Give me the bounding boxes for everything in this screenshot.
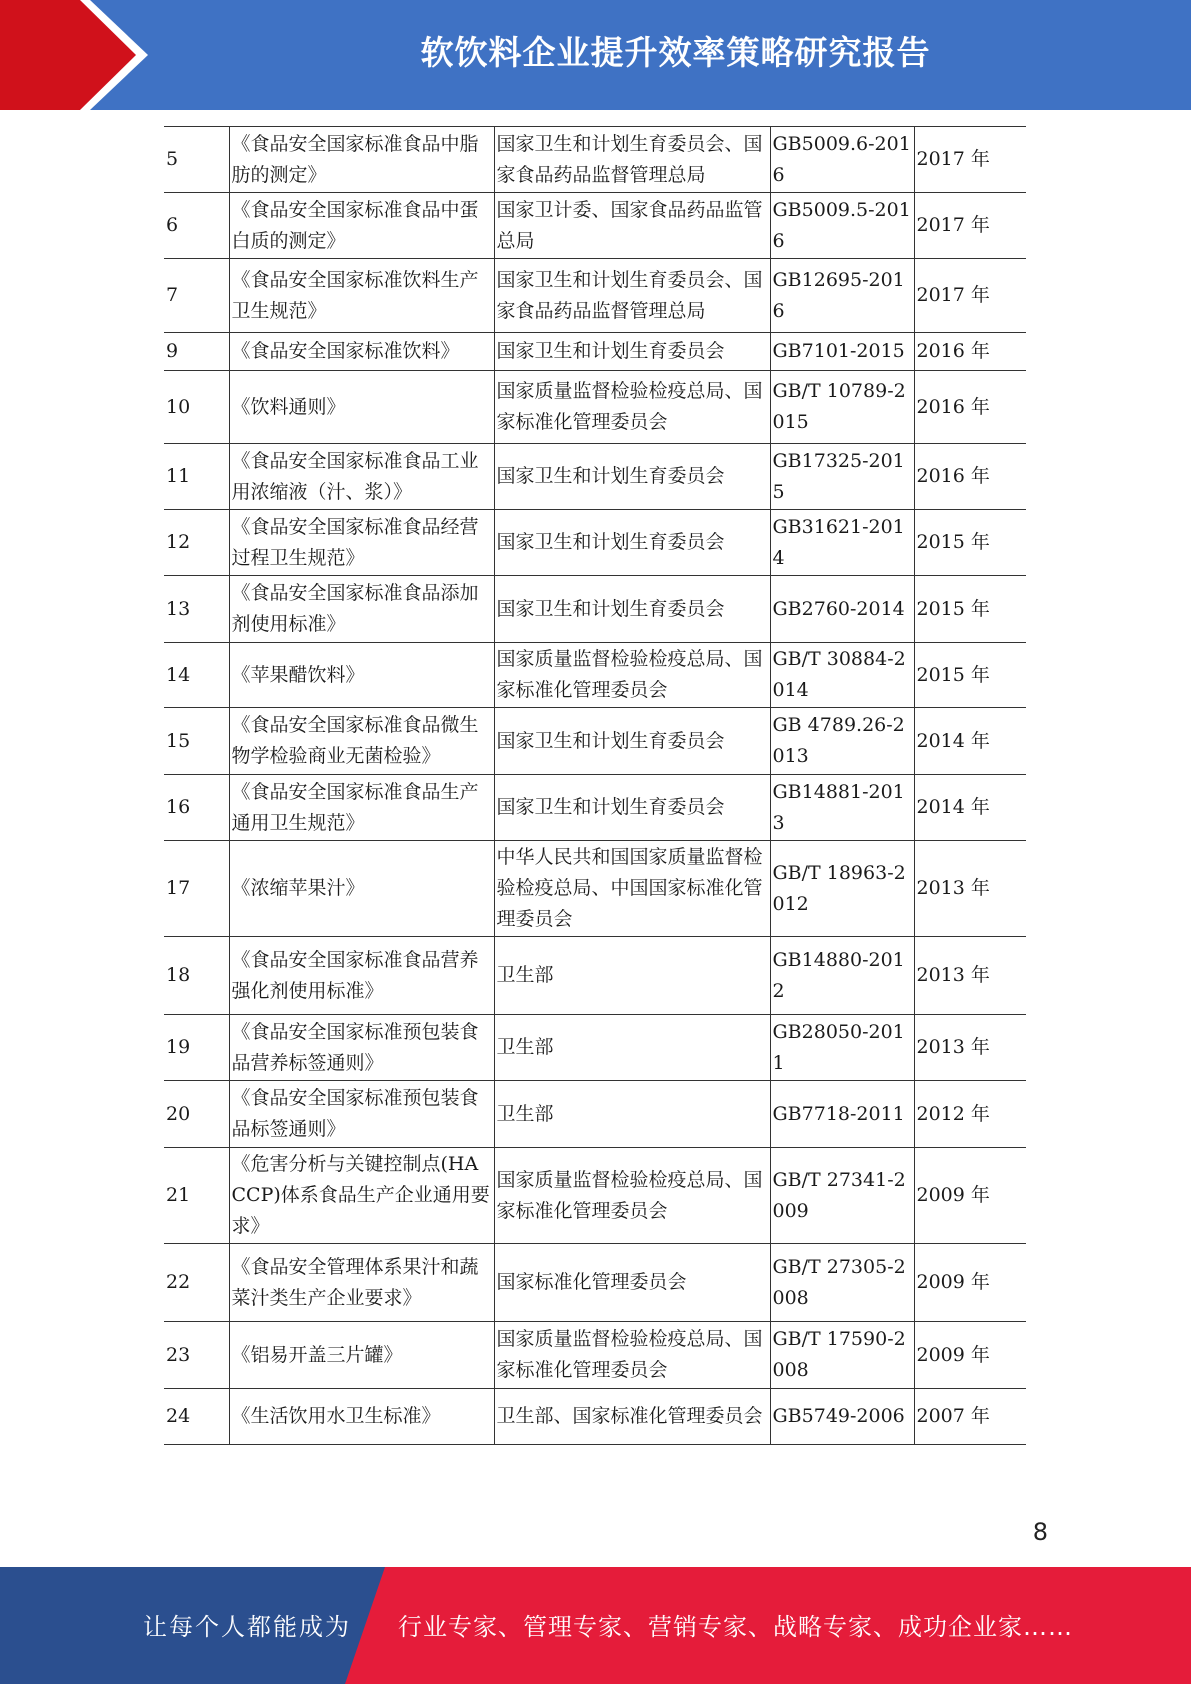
cell-standard-code: GB17325-2015 [770,444,914,510]
cell-number: 16 [164,775,229,841]
cell-standard-code: GB14881-2013 [770,775,914,841]
cell-issuer: 国家卫生和计划生育委员会 [494,444,770,510]
table-row [164,775,1026,841]
cell-year: 2015 年 [914,643,1026,708]
cell-number: 21 [164,1148,229,1244]
cell-year: 2009 年 [914,1148,1026,1244]
cell-issuer: 卫生部、国家标准化管理委员会 [494,1389,770,1445]
cell-year: 2013 年 [914,1015,1026,1081]
cell-standard-code: GB7101-2015 [770,333,914,371]
table-row [164,708,1026,775]
cell-year: 2007 年 [914,1389,1026,1445]
cell-issuer: 国家质量监督检验检疫总局、国家标准化管理委员会 [494,643,770,708]
cell-number: 14 [164,643,229,708]
cell-standard-code: GB31621-2014 [770,510,914,576]
cell-issuer: 国家卫生和计划生育委员会 [494,576,770,643]
table-row [164,444,1026,510]
table-row [164,333,1026,371]
cell-number: 22 [164,1244,229,1322]
cell-standard-code: GB 4789.26-2013 [770,708,914,775]
cell-number: 24 [164,1389,229,1445]
cell-standard-name: 《饮料通则》 [229,371,494,444]
cell-issuer: 国家卫生和计划生育委员会、国家食品药品监督管理总局 [494,259,770,333]
cell-number: 17 [164,841,229,937]
cell-standard-name: 《危害分析与关键控制点(HACCP)体系食品生产企业通用要求》 [229,1148,494,1244]
cell-standard-name: 《生活饮用水卫生标准》 [229,1389,494,1445]
cell-standard-name: 《食品安全国家标准食品生产通用卫生规范》 [229,775,494,841]
cell-number: 11 [164,444,229,510]
report-title: 软饮料企业提升效率策略研究报告 [420,33,931,72]
table-row [164,841,1026,937]
table-row [164,1148,1026,1244]
cell-issuer: 卫生部 [494,1015,770,1081]
cell-standard-name: 《食品安全国家标准食品添加剂使用标准》 [229,576,494,643]
cell-standard-name: 《食品安全国家标准食品营养强化剂使用标准》 [229,937,494,1015]
cell-issuer: 国家质量监督检验检疫总局、国家标准化管理委员会 [494,1148,770,1244]
table-row [164,937,1026,1015]
cell-standard-name: 《食品安全国家标准预包装食品营养标签通则》 [229,1015,494,1081]
cell-standard-code: GB5749-2006 [770,1389,914,1445]
table-row [164,1015,1026,1081]
cell-issuer: 国家卫生和计划生育委员会 [494,708,770,775]
cell-issuer: 卫生部 [494,937,770,1015]
cell-standard-code: GB/T 27305-2008 [770,1244,914,1322]
cell-standard-name: 《铝易开盖三片罐》 [229,1322,494,1389]
cell-year: 2012 年 [914,1081,1026,1148]
table-row [164,193,1026,259]
cell-standard-code: GB/T 17590-2008 [770,1322,914,1389]
cell-issuer: 国家卫生和计划生育委员会 [494,775,770,841]
table-row [164,127,1026,193]
cell-year: 2013 年 [914,841,1026,937]
table-row [164,1244,1026,1322]
cell-issuer: 中华人民共和国国家质量监督检验检疫总局、中国国家标准化管理委员会 [494,841,770,937]
cell-standard-name: 《食品安全国家标准食品中脂肪的测定》 [229,127,494,193]
cell-number: 6 [164,193,229,259]
cell-number: 5 [164,127,229,193]
page-header [0,0,1191,110]
cell-standard-code: GB14880-2012 [770,937,914,1015]
cell-number: 9 [164,333,229,371]
table-row [164,1322,1026,1389]
standards-table [164,126,1026,1445]
cell-standard-name: 《食品安全国家标准饮料》 [229,333,494,371]
cell-standard-code: GB2760-2014 [770,576,914,643]
cell-standard-name: 《食品安全国家标准预包装食品标签通则》 [229,1081,494,1148]
table-row [164,1081,1026,1148]
cell-year: 2015 年 [914,510,1026,576]
cell-standard-name: 《食品安全国家标准食品中蛋白质的测定》 [229,193,494,259]
cell-year: 2009 年 [914,1322,1026,1389]
table-row [164,576,1026,643]
cell-year: 2013 年 [914,937,1026,1015]
cell-number: 15 [164,708,229,775]
cell-standard-code: GB/T 18963-2012 [770,841,914,937]
cell-standard-name: 《浓缩苹果汁》 [229,841,494,937]
cell-standard-code: GB5009.5-2016 [770,193,914,259]
table-row [164,643,1026,708]
cell-year: 2009 年 [914,1244,1026,1322]
table-row [164,510,1026,576]
cell-standard-code: GB12695-2016 [770,259,914,333]
cell-year: 2015 年 [914,576,1026,643]
cell-standard-code: GB5009.6-2016 [770,127,914,193]
cell-issuer: 国家质量监督检验检疫总局、国家标准化管理委员会 [494,371,770,444]
cell-number: 20 [164,1081,229,1148]
cell-standard-code: GB28050-2011 [770,1015,914,1081]
table-row [164,259,1026,333]
cell-number: 18 [164,937,229,1015]
cell-standard-code: GB/T 30884-2014 [770,643,914,708]
cell-year: 2016 年 [914,333,1026,371]
cell-issuer: 国家卫生和计划生育委员会、国家食品药品监督管理总局 [494,127,770,193]
cell-issuer: 国家标准化管理委员会 [494,1244,770,1322]
page-number: 8 [1032,1518,1048,1546]
cell-standard-name: 《食品安全国家标准食品微生物学检验商业无菌检验》 [229,708,494,775]
cell-issuer: 国家卫生和计划生育委员会 [494,510,770,576]
cell-year: 2017 年 [914,259,1026,333]
cell-standard-code: GB7718-2011 [770,1081,914,1148]
footer-slogan-right: 行业专家、管理专家、营销专家、战略专家、成功企业家…… [398,1613,1073,1641]
cell-year: 2014 年 [914,775,1026,841]
cell-issuer: 国家质量监督检验检疫总局、国家标准化管理委员会 [494,1322,770,1389]
cell-standard-name: 《食品安全国家标准食品工业用浓缩液（汁、浆）》 [229,444,494,510]
standards-table-body [164,127,1026,1445]
cell-standard-code: GB/T 27341-2009 [770,1148,914,1244]
table-row [164,1389,1026,1445]
page-footer [0,1567,1191,1684]
cell-issuer: 国家卫计委、国家食品药品监管总局 [494,193,770,259]
cell-standard-name: 《食品安全国家标准食品经营过程卫生规范》 [229,510,494,576]
cell-year: 2014 年 [914,708,1026,775]
cell-number: 12 [164,510,229,576]
footer-slogan-left: 让每个人都能成为 [143,1613,351,1641]
cell-standard-name: 《食品安全管理体系果汁和蔬菜汁类生产企业要求》 [229,1244,494,1322]
standards-table-container [164,126,1026,1516]
cell-number: 13 [164,576,229,643]
cell-year: 2016 年 [914,371,1026,444]
table-row [164,371,1026,444]
cell-standard-name: 《苹果醋饮料》 [229,643,494,708]
cell-standard-code: GB/T 10789-2015 [770,371,914,444]
cell-year: 2016 年 [914,444,1026,510]
cell-number: 7 [164,259,229,333]
cell-year: 2017 年 [914,193,1026,259]
cell-standard-name: 《食品安全国家标准饮料生产卫生规范》 [229,259,494,333]
cell-number: 19 [164,1015,229,1081]
cell-issuer: 国家卫生和计划生育委员会 [494,333,770,371]
cell-number: 10 [164,371,229,444]
cell-number: 23 [164,1322,229,1389]
red-arrow-decoration [0,0,150,110]
cell-issuer: 卫生部 [494,1081,770,1148]
cell-year: 2017 年 [914,127,1026,193]
